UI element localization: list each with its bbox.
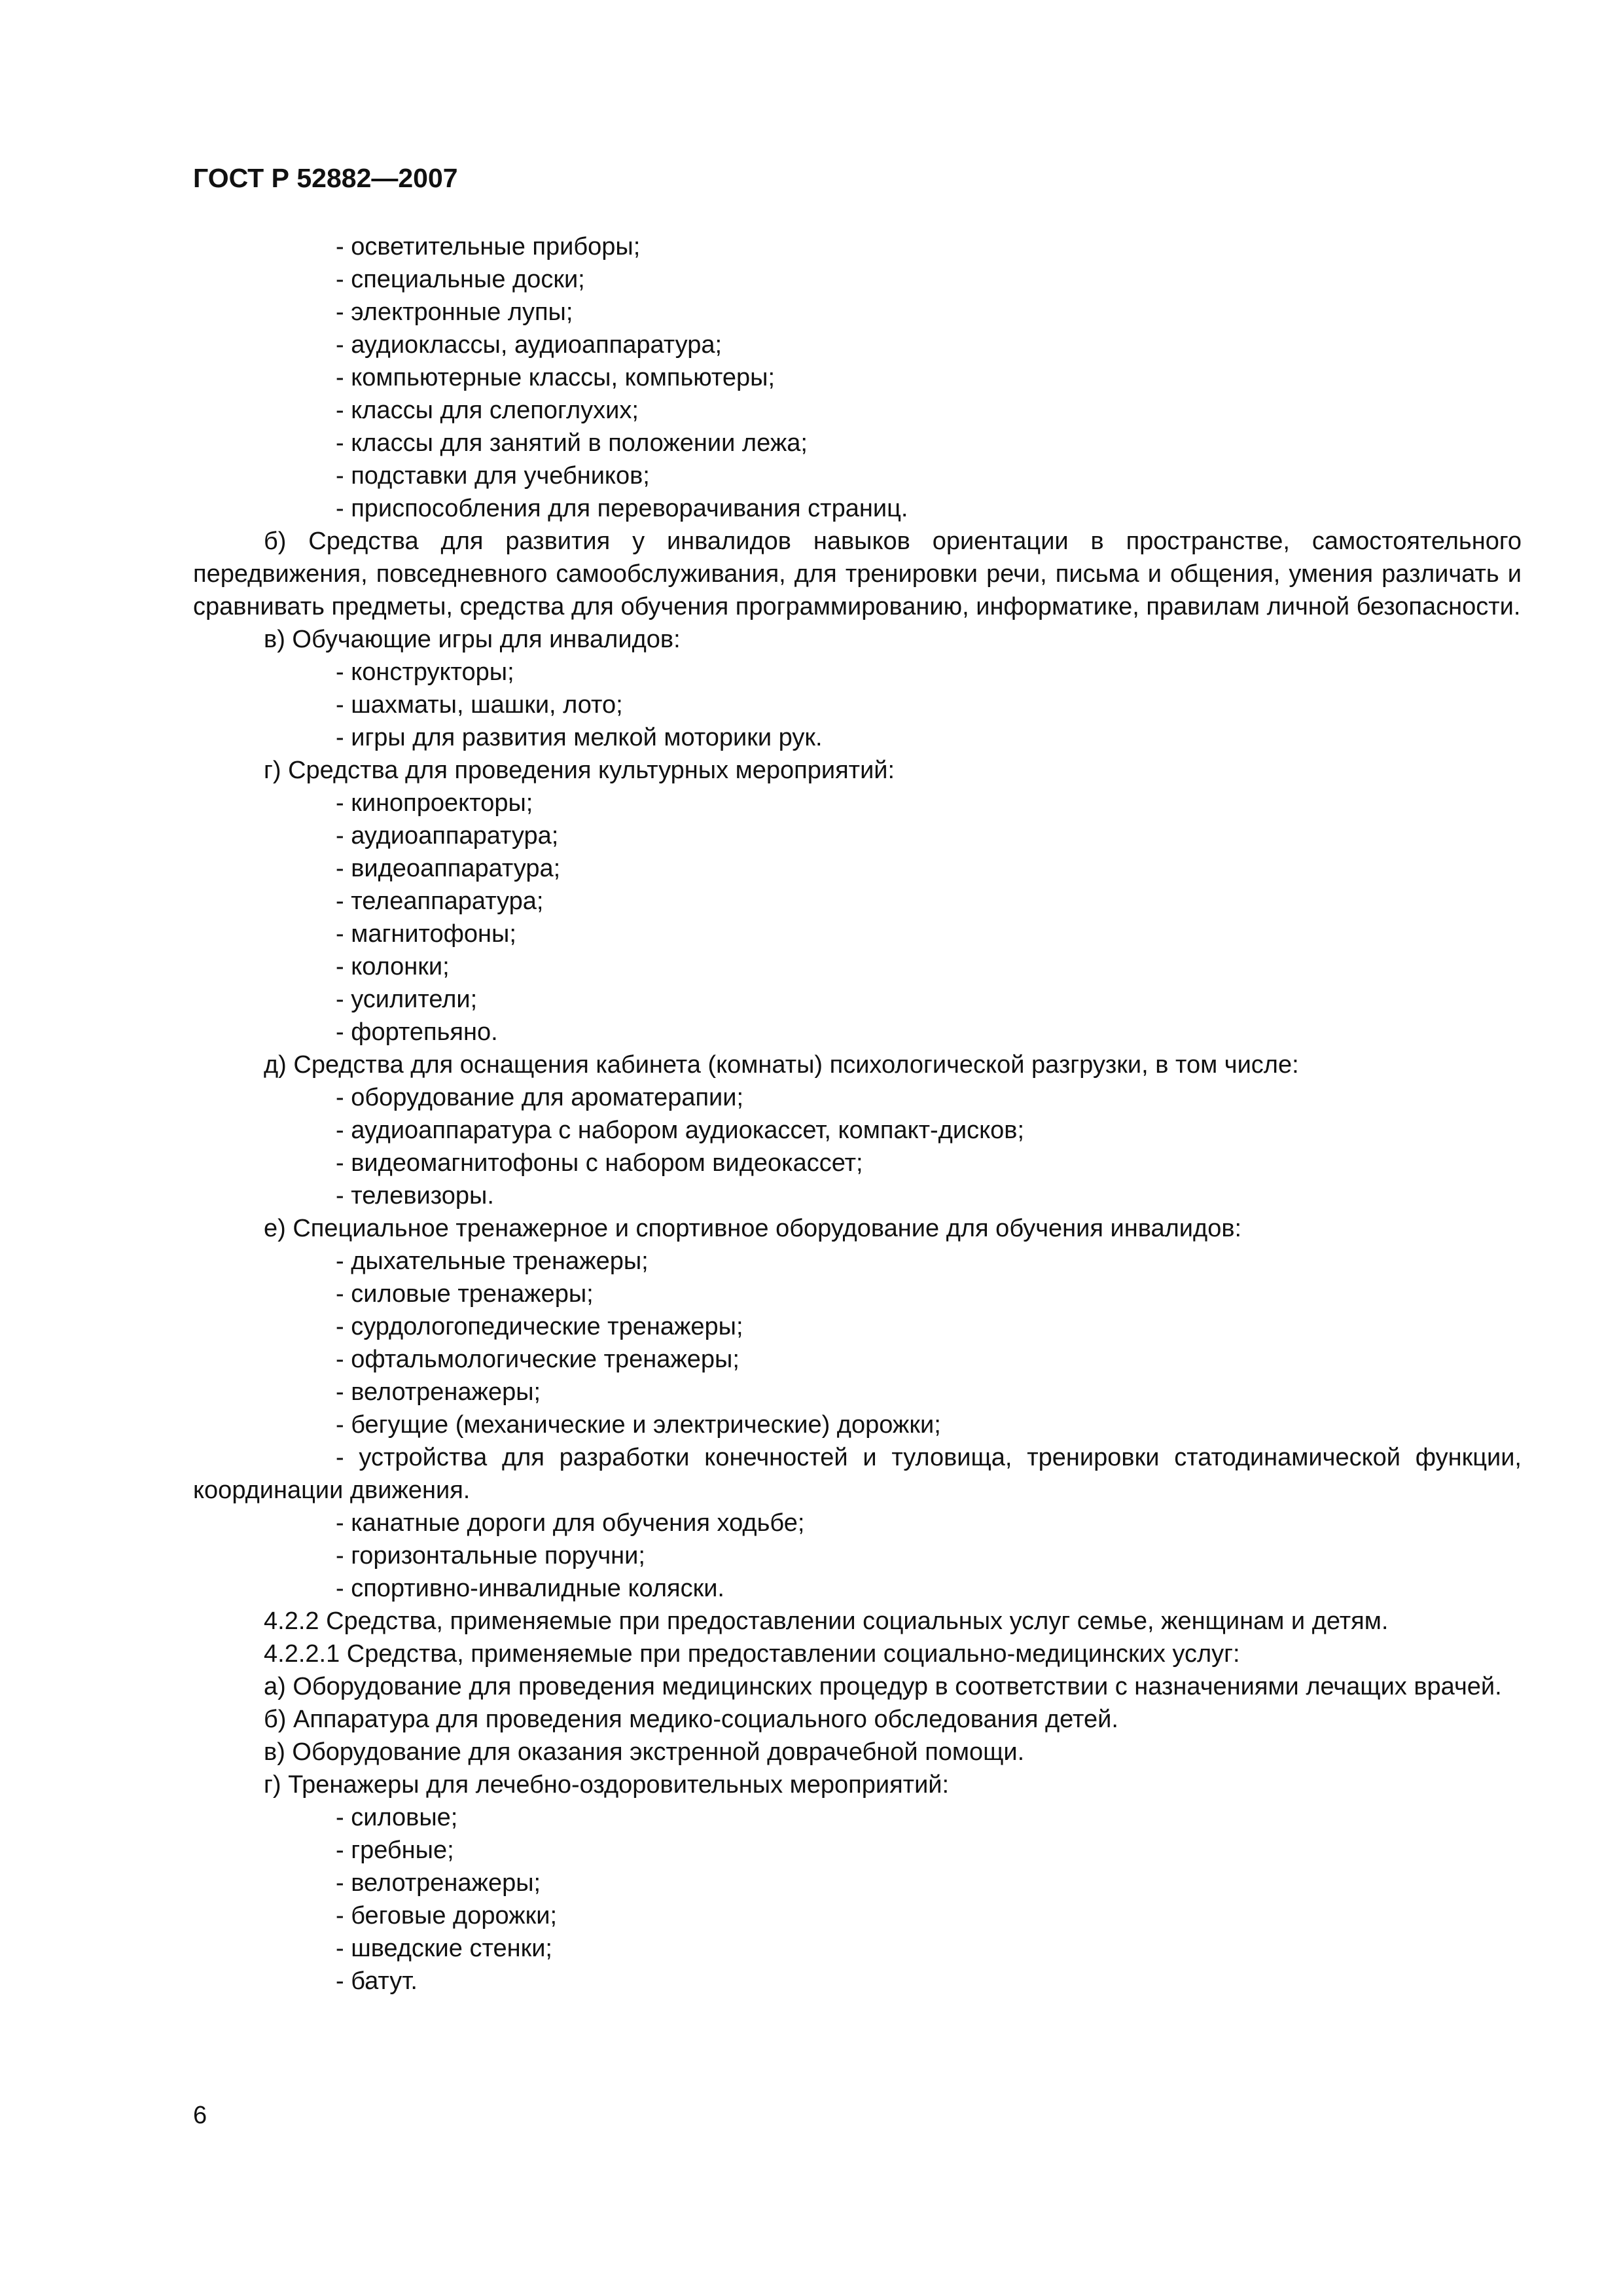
- list-item: - конструкторы;: [336, 658, 514, 686]
- section-item: б) Аппаратура для проведения медико-социального обследования детей.: [264, 1706, 1118, 1733]
- list-item: - аудиоклассы, аудиоаппаратура;: [336, 331, 722, 359]
- list-item: - беговые дорожки;: [336, 1902, 558, 1929]
- document-body: [193, 230, 1522, 1998]
- list-item: - классы для занятий в положении лежа;: [336, 429, 808, 457]
- list-item: - кинопроекторы;: [336, 789, 533, 817]
- list-item: - компьютерные классы, компьютеры;: [336, 364, 776, 391]
- list-item: - велотренажеры;: [336, 1378, 541, 1406]
- list-item: - горизонтальные поручни;: [336, 1542, 645, 1570]
- section-item: в) Оборудование для оказания экстренной доврачебной помощи.: [264, 1738, 1025, 1766]
- list-item: - классы для слепоглухих;: [336, 397, 639, 424]
- list-item: - видеомагнитофоны с набором видеокассет;: [336, 1149, 863, 1177]
- section-item: е) Специальное тренажерное и спортивное оборудование для обучения инвалидов:: [264, 1215, 1242, 1242]
- list-item: - сурдологопедические тренажеры;: [336, 1313, 743, 1340]
- list-item: - телеаппаратура;: [336, 888, 544, 915]
- list-item: - офтальмологические тренажеры;: [336, 1346, 740, 1373]
- section-item: в) Обучающие игры для инвалидов:: [264, 626, 681, 653]
- paragraph: а) Оборудование для проведения медицинских процедур в соответствии с назначениями лечащих врачей.: [264, 1673, 1502, 1700]
- list-item: - силовые;: [336, 1804, 458, 1831]
- list-item: - аудиоаппаратура с набором аудиокассет, компакт-дисков;: [336, 1117, 1025, 1144]
- list-item: - колонки;: [336, 953, 450, 980]
- list-item: - усилители;: [336, 986, 478, 1013]
- list-item: - спортивно-инвалидные коляски.: [336, 1575, 724, 1602]
- list-item: - канатные дороги для обучения ходьбе;: [336, 1509, 805, 1537]
- list-item: - гребные;: [336, 1837, 454, 1864]
- list-item: - осветительные приборы;: [336, 233, 641, 260]
- list-item: - магнитофоны;: [336, 920, 516, 948]
- section-item: 4.2.2 Средства, применяемые при предоставлении социальных услуг семье, женщинам и детям.: [264, 1607, 1389, 1635]
- list-item: - подставки для учебников;: [336, 462, 650, 490]
- list-item-paragraph: - устройства для разработки конечностей и туловища, тренировки статодинамической функции, координации движения.: [193, 1444, 1522, 1504]
- list-item: - игры для развития мелкой моторики рук.: [336, 724, 823, 751]
- list-item: - электронные лупы;: [336, 298, 573, 326]
- list-item: - специальные доски;: [336, 266, 585, 293]
- list-item: - телевизоры.: [336, 1182, 494, 1210]
- page-header: ГОСТ Р 52882—2007: [193, 163, 458, 193]
- list-item: - приспособления для переворачивания страниц.: [336, 495, 908, 522]
- list-item: - батут.: [336, 1967, 418, 1995]
- section-item: г) Средства для проведения культурных мероприятий:: [264, 757, 895, 784]
- list-item: - силовые тренажеры;: [336, 1280, 594, 1308]
- list-item: - шахматы, шашки, лото;: [336, 691, 623, 719]
- paragraph: б) Средства для развития у инвалидов навыков ориентации в пространстве, самостоятельного передвижения, повседневного самообслуживания, для тренировки речи, письма и общения, умения различать и сравнивать предметы, средства для обучения программированию, информатике, правилам личной безопасности.: [193, 528, 1522, 620]
- list-item: - дыхательные тренажеры;: [336, 1247, 649, 1275]
- list-item: - велотренажеры;: [336, 1869, 541, 1897]
- section-item: г) Тренажеры для лечебно-оздоровительных мероприятий:: [264, 1771, 950, 1799]
- list-item: - фортепьяно.: [336, 1018, 498, 1046]
- list-item: - видеоаппаратура;: [336, 855, 561, 882]
- section-item: д) Средства для оснащения кабинета (комнаты) психологической разгрузки, в том числе:: [264, 1051, 1299, 1079]
- section-item: 4.2.2.1 Средства, применяемые при предоставлении социально-медицинских услуг:: [264, 1640, 1240, 1668]
- list-item: - бегущие (механические и электрические) дорожки;: [336, 1411, 941, 1439]
- list-item: - аудиоаппаратура;: [336, 822, 559, 850]
- page-number: 6: [193, 2102, 207, 2129]
- list-item: - оборудование для ароматерапии;: [336, 1084, 744, 1111]
- list-item: - шведские стенки;: [336, 1935, 552, 1962]
